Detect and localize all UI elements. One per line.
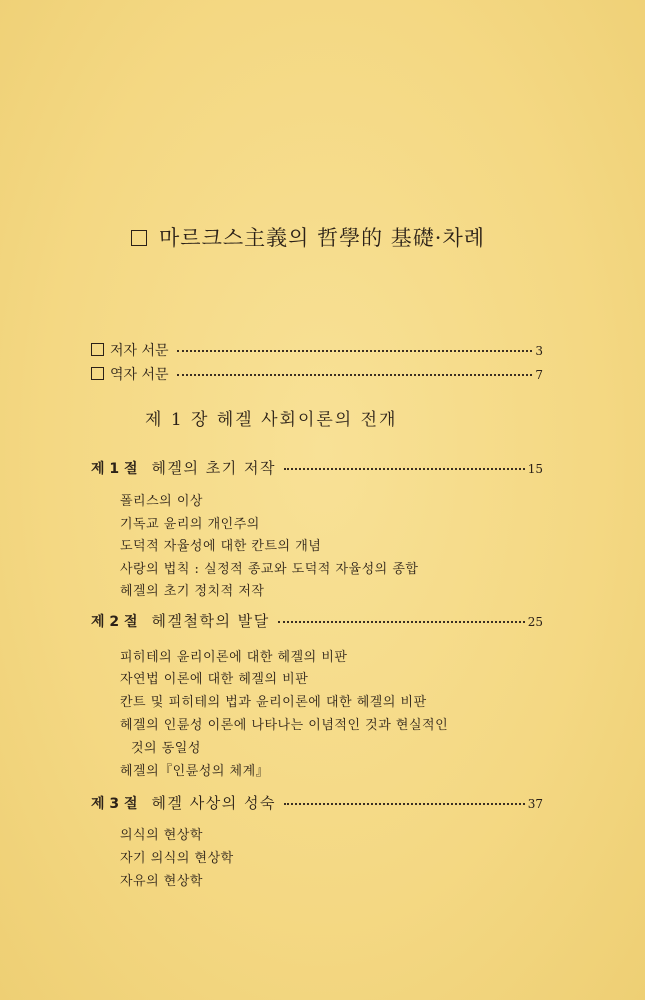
section-title: 헤겔 사상의 성숙 [151, 794, 277, 812]
section-number: 제 1 절 [91, 461, 138, 477]
page-title [131, 222, 571, 252]
section-number: 제 2 절 [91, 614, 138, 630]
toc-page-number: 37 [527, 797, 543, 811]
toc-subitem[interactable]: 칸트 및 피히테의 법과 윤리이론에 대한 헤겔의 비판 [120, 695, 427, 710]
toc-section-3[interactable] [91, 792, 543, 813]
toc-subitem-continued[interactable]: 것의 동일성 [131, 741, 201, 756]
dot-leader [284, 803, 525, 805]
dot-leader [278, 621, 525, 623]
toc-entry-label: 저자 서문 [110, 343, 169, 359]
toc-entry-label: 역자 서문 [110, 367, 169, 383]
toc-entry-translator-preface[interactable] [91, 364, 543, 384]
toc-section-1[interactable] [91, 457, 543, 478]
toc-subitem[interactable]: 자기 의식의 현상학 [120, 851, 234, 866]
section-title: 헤겔철학의 발달 [151, 612, 270, 630]
toc-subitem[interactable]: 헤겔의 인륜성 이론에 나타나는 이념적인 것과 현실적인 [120, 718, 449, 733]
dot-leader [177, 374, 533, 376]
toc-entry-author-preface[interactable] [91, 340, 543, 360]
square-bullet-icon [131, 230, 147, 246]
toc-subitem[interactable]: 도덕적 자율성에 대한 칸트의 개념 [120, 539, 322, 554]
toc-subitem[interactable]: 기독교 윤리의 개인주의 [120, 517, 260, 532]
toc-subitem[interactable]: 자유의 현상학 [120, 874, 203, 889]
section-title: 헤겔의 초기 저작 [151, 459, 277, 477]
toc-subitem[interactable]: 사랑의 법칙 : 실정적 종교와 도덕적 자율성의 종합 [120, 562, 419, 577]
section-number: 제 3 절 [91, 796, 138, 812]
toc-page-number: 3 [535, 344, 543, 358]
toc-subitem[interactable]: 자연법 이론에 대한 헤겔의 비판 [120, 672, 309, 687]
toc-subitem[interactable]: 헤겔의 초기 정치적 저작 [120, 584, 265, 599]
toc-page-number: 15 [527, 462, 543, 476]
dot-leader [284, 468, 525, 470]
toc-page-number: 7 [535, 368, 543, 382]
toc-section-2[interactable] [91, 610, 543, 631]
chapter-heading[interactable]: 제 1 장 헤겔 사회이론의 전개 [145, 410, 398, 430]
square-bullet-icon [91, 343, 104, 356]
square-bullet-icon [91, 367, 104, 380]
dot-leader [177, 350, 533, 352]
toc-subitem[interactable]: 폴리스의 이상 [120, 494, 203, 509]
toc-subitem[interactable]: 의식의 현상학 [120, 828, 203, 843]
page-title-text: 마르크스主義의 哲學的 基礎·차례 [159, 226, 486, 250]
toc-subitem[interactable]: 헤겔의『인륜성의 체계』 [120, 764, 270, 779]
toc-subitem[interactable]: 피히테의 윤리이론에 대한 헤겔의 비판 [120, 650, 348, 665]
toc-page-number: 25 [527, 615, 543, 629]
